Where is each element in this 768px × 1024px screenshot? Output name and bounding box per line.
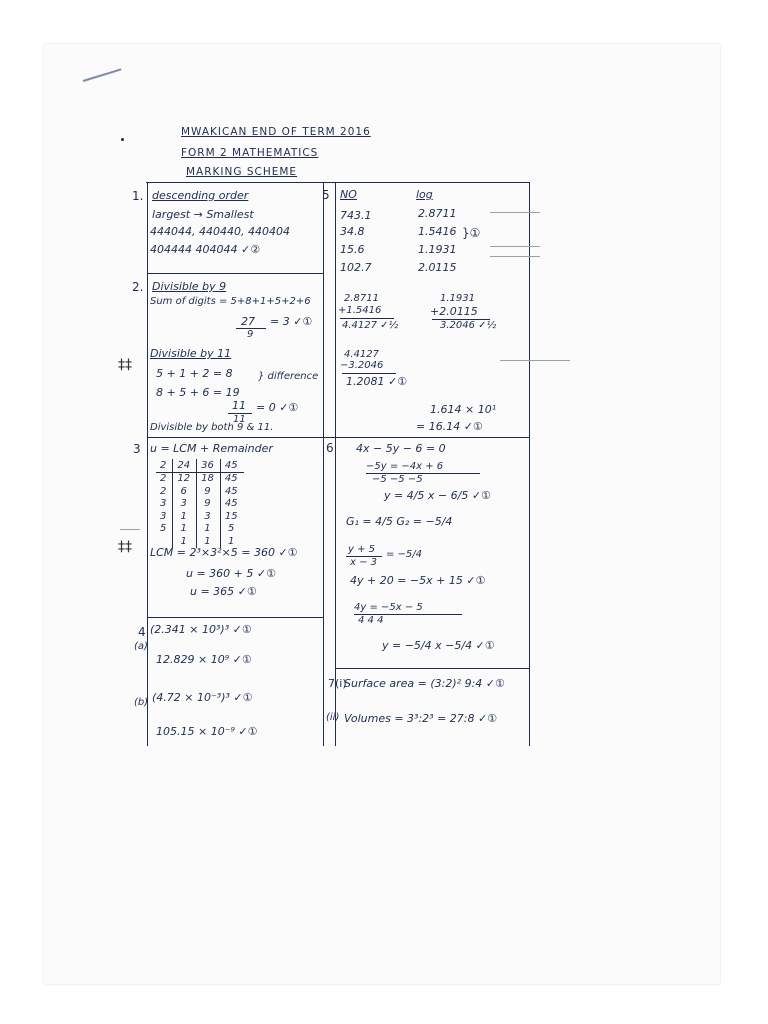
q5-col-no: NO (340, 188, 357, 201)
exam-title: MWAKICAN END OF TERM 2016 (181, 126, 371, 138)
q4-line: 105.15 × 10⁻⁹ ✓① (156, 725, 258, 738)
q6-number: 6 (326, 441, 334, 455)
exam-subject: FORM 2 MATHEMATICS (181, 147, 319, 159)
q2-line: Divisible by 11 (150, 347, 232, 360)
q5-sum: 4.4127 ✓½ (342, 320, 399, 331)
q5-result: = 16.14 ✓① (416, 420, 483, 433)
q2-fraction11-result: = 0 ✓① (256, 401, 299, 414)
q4-number: 4 (138, 625, 146, 639)
q2-title: Divisible by 9 (152, 280, 227, 293)
q7-number: 7(i) (328, 677, 347, 690)
margin-hash-mark: ‡‡ (118, 357, 132, 373)
q6-line: 4 4 4 (358, 615, 384, 626)
q7-number-ii: (ii) (326, 712, 340, 723)
q3-lcm: LCM = 2³×3²×5 = 360 ✓① (150, 546, 298, 559)
q1-number: 1. (132, 189, 144, 203)
scanned-page (44, 44, 720, 984)
q5-no-value: 34.8 (340, 225, 365, 238)
margin-line (490, 256, 540, 257)
table-row: 2 6 9 45 (156, 485, 244, 498)
q1-line: largest → Smallest (152, 208, 254, 221)
q1-title: descending order (152, 189, 249, 202)
table-right-border (529, 182, 530, 746)
q5-sub: 1.2081 ✓① (346, 375, 408, 388)
q6-fraction-rhs: = −5/4 (386, 549, 423, 560)
q5-no-value: 15.6 (340, 243, 365, 256)
q6-line: 4x − 5y − 6 = 0 (356, 442, 446, 455)
q6-line: 4y + 20 = −5x + 15 ✓① (350, 574, 486, 587)
q5-number: 5 (322, 188, 330, 202)
q5-brace-mark: }① (462, 226, 481, 240)
row-divider (147, 273, 323, 274)
q5-sum: 2.8711 (344, 293, 379, 304)
table-row: 3 3 9 45 (156, 498, 244, 511)
exam-marking-scheme: MARKING SCHEME (186, 166, 298, 178)
table-left-border (147, 182, 148, 746)
table-row: 5 1 1 5 (156, 523, 244, 536)
q4-part-a-label: (a) (134, 641, 148, 652)
q1-line: 404444 404044 ✓② (150, 243, 261, 256)
q6-line: −5y = −4x + 6 (366, 461, 444, 472)
q6-line: −5 −5 −5 (372, 474, 423, 485)
table-middle-border-2 (335, 182, 336, 746)
q6-line: G₁ = 4/5 G₂ = −5/4 (346, 515, 453, 528)
q2-line: Divisible by both 9 & 11. (150, 422, 274, 433)
q5-log-value: 2.8711 (418, 207, 457, 220)
row-divider (147, 617, 323, 618)
q2-number: 2. (132, 280, 144, 294)
q2-fraction11-num: 11 (232, 399, 246, 412)
q5-sub: −3.2046 (340, 360, 384, 371)
q2-fraction-result: = 3 ✓① (270, 315, 313, 328)
sum-bar (340, 318, 394, 319)
q5-sum: +2.0115 (430, 305, 478, 318)
table-row: 1 1 1 (156, 535, 244, 548)
q2-difference: } difference (258, 371, 319, 382)
q2-fraction11-den: 11 (233, 414, 246, 425)
q7-line: Surface area = (3:2)² 9:4 ✓① (344, 677, 505, 690)
table-middle-border (323, 182, 324, 746)
q3-title: u = LCM + Remainder (150, 442, 273, 455)
q2-fraction-num: 27 (241, 315, 255, 328)
margin-line (490, 246, 540, 247)
q5-log-value: 1.5416 (418, 225, 457, 238)
q4-line: (2.341 × 10³)³ ✓① (150, 623, 252, 636)
q3-number: 3 (133, 442, 141, 456)
q3-u1: u = 360 + 5 ✓① (186, 567, 276, 580)
q4-part-b-label: (b) (134, 697, 149, 708)
table-row: 2 12 18 45 (156, 472, 244, 485)
q5-col-log: log (416, 188, 433, 201)
table-top-border (146, 182, 529, 183)
q2-line: 5 + 1 + 2 = 8 (156, 367, 233, 380)
q5-sum: 1.1931 (440, 293, 475, 304)
q3-u2: u = 365 ✓① (190, 585, 257, 598)
q4-line: (4.72 × 10⁻³)³ ✓① (152, 691, 253, 704)
margin-line (120, 529, 140, 530)
q6-line: y = −5/4 x −5/4 ✓① (382, 639, 495, 652)
q1-line: 444044, 440440, 440404 (150, 225, 290, 238)
q5-log-value: 2.0115 (418, 261, 457, 274)
q5-no-value: 102.7 (340, 261, 372, 274)
q6-line: y = 4/5 x − 6/5 ✓① (384, 489, 491, 502)
row-divider (147, 437, 529, 438)
stray-dot (121, 138, 124, 141)
q5-sum: +1.5416 (338, 305, 382, 316)
margin-hash-mark: ‡‡ (118, 539, 132, 555)
q2-line: 8 + 5 + 6 = 19 (156, 386, 240, 399)
q5-result: 1.614 × 10¹ (430, 403, 497, 416)
q2-line: Sum of digits = 5+8+1+5+2+6 (150, 296, 311, 307)
row-divider (335, 668, 529, 669)
q6-fraction-num: y + 5 (348, 544, 376, 555)
margin-line (500, 360, 570, 361)
table-row: 3 1 3 15 (156, 510, 244, 523)
lcm-division-table (156, 459, 244, 548)
q5-sum: 3.2046 ✓½ (440, 320, 497, 331)
q5-no-value: 743.1 (340, 209, 372, 222)
q5-log-value: 1.1931 (418, 243, 457, 256)
q6-line: 4y = −5x − 5 (354, 602, 423, 613)
sum-bar (342, 373, 396, 374)
q4-line: 12.829 × 10⁹ ✓① (156, 653, 252, 666)
q2-fraction-den: 9 (247, 329, 254, 340)
q7-line: Volumes = 3³:2³ = 27:8 ✓① (344, 712, 498, 725)
table-row: 2 24 36 45 (156, 459, 244, 472)
q6-fraction-den: x − 3 (350, 557, 378, 568)
margin-line (490, 212, 540, 213)
q5-sub: 4.4127 (344, 349, 379, 360)
